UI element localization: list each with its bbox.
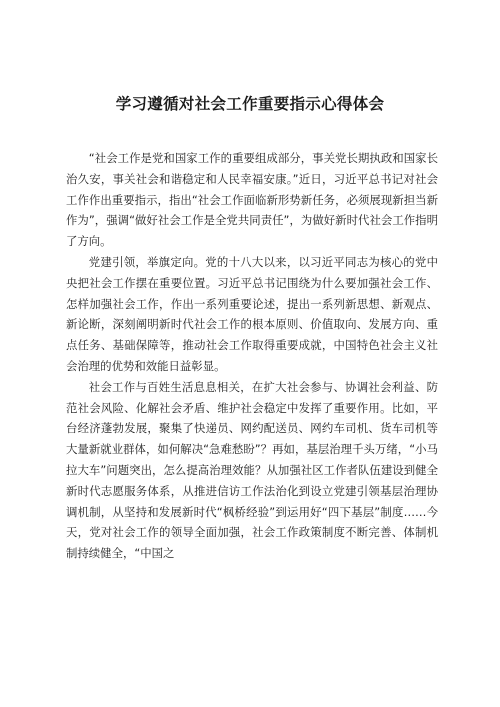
document-body [66, 148, 438, 564]
paragraph-1: “社会工作是党和国家工作的重要组成部分，事关党长期执政和国家长治久安，事关社会和谐稳定和人民幸福安康。”近日，习近平总书记对社会工作作出重要指示，指出“社会工作面临新形势新任务，必须展现新担当新作为”，强调“做好社会工作是全党共同责任”，为做好新时代社会工作指明了方向。 [66, 151, 438, 249]
paragraph-2: 党建引领，举旗定向。党的十八大以来，以习近平同志为核心的党中央把社会工作摆在重要位置。习近平总书记围绕为什么要加强社会工作、怎样加强社会工作，作出一系列重要论述，提出一系列新思想、新观点、新论断，深刻阐明新时代社会工作的根本原则、价值取向、发展方向、重点任务、基础保障等，推动社会工作取得重要成就，中国特色社会主义社会治理的优势和效能日益彰显。 [66, 254, 438, 373]
document-title: 学习遵循对社会工作重要指示心得体会 [115, 95, 385, 113]
paragraph-3: 社会工作与百姓生活息息相关，在扩大社会参与、协调社会利益、防范社会风险、化解社会矛盾、维护社会稳定中发挥了重要作用。比如，平台经济蓬勃发展，聚集了快递员、网约配送员、网约车司机、货车司机等大量新就业群体，如何解决“急难愁盼”？再如，基层治理千头万绪，“小马拉大车”问题突出，怎么提高治理效能？从加强社区工作者队伍建设到健全新时代志愿服务体系，从推进信访工作法治化到设立党建引领基层治理协调机制，从坚持和发展新时代“枫桥经验”到运用好“四下基层”制度……今天，党对社会工作的领导全面加强，社会工作政策制度不断完善、体制机制持续健全，“中国之 [66, 379, 438, 561]
